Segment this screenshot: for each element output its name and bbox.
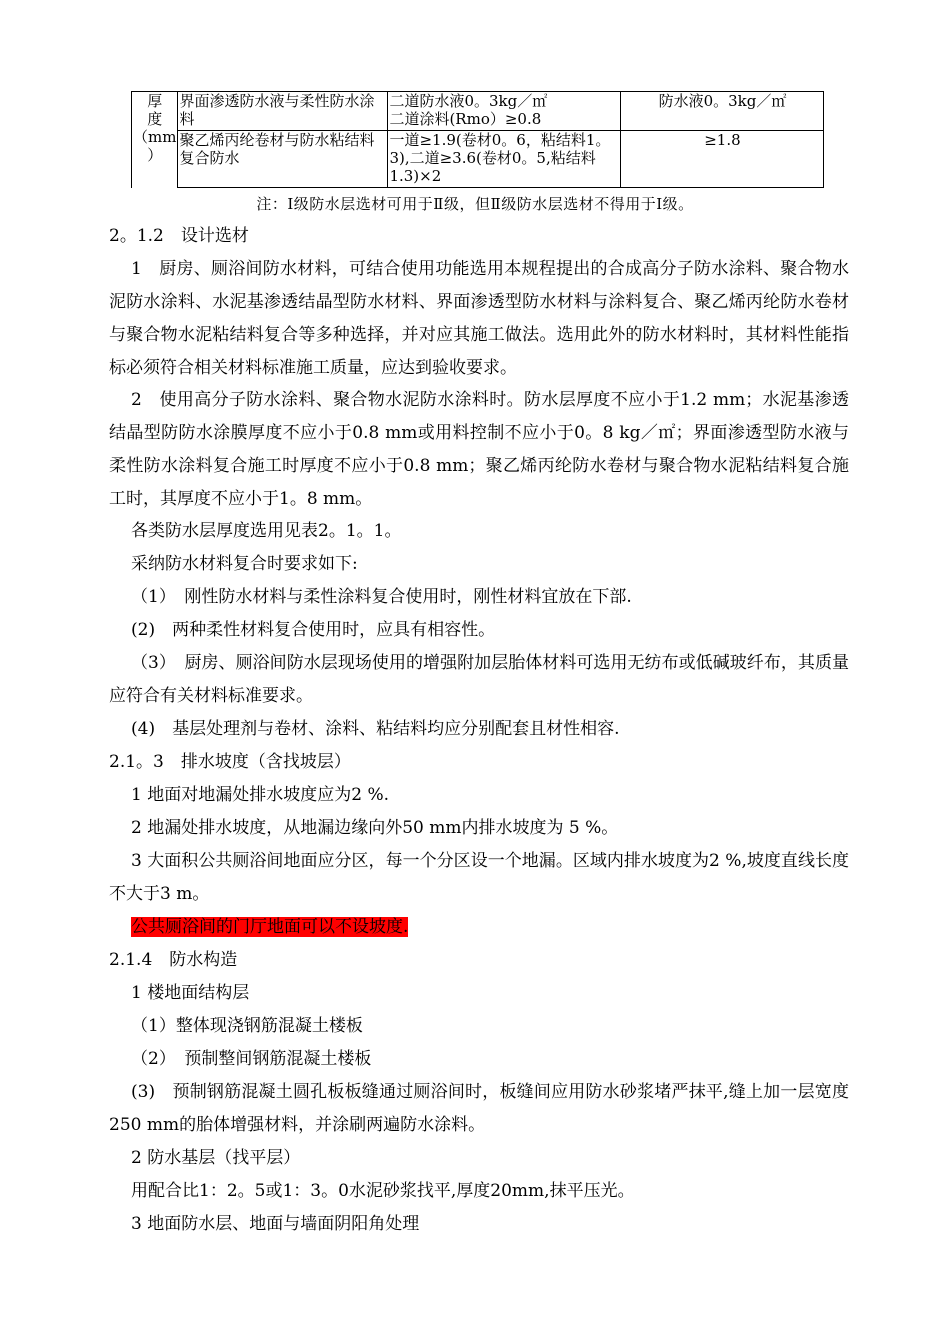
paragraph-thickness-requirements: 2 使用高分子防水涂料、聚合物水泥防水涂料时。防水层厚度不应小于1.2 mm；水泥基渗透结晶型防防水涂膜厚度不应小于0.8 mm或用料控制不应小于0。8 kg／㎡；界面渗透型防水液与柔性防水涂料复合施工时厚度不应小于0.8 mm；聚乙烯丙纶防水卷材与聚合物水泥粘结料复合施工时，其厚度不应小于1。8 mm。 [109, 390, 849, 509]
section-heading-design-materials: 2。1.2 设计选材 [109, 226, 249, 246]
list-item-reinforcement: （3） 厨房、厕浴间防水层现场使用的增强附加层胎体材料可选用无纺布或低碱玻纤布，其质量应符合有关材料标准要求。 [109, 653, 849, 706]
table-cell-level2: ≥1.8 [621, 131, 824, 188]
table-cell-material: 聚乙烯丙纶卷材与防水粘结料复合防水 [178, 131, 388, 188]
paragraph-material-selection: 1 厨房、厕浴间防水材料，可结合使用功能选用本规程提出的合成高分子防水涂料、聚合物水泥防水涂料、水泥基渗透结晶型防水材料、界面渗透型防水材料与涂料复合、聚乙烯丙纶防水卷材与聚合物水泥粘结料复合等多种选择，并对应其施工做法。选用此外的防水材料时，其材料性能指标必须符合相关材料标准施工质量，应达到验收要求。 [109, 259, 849, 378]
table-cell-level1: 二道防水液0。3kg／㎡ 二道涂料(Rmo）≥0.8 [388, 92, 621, 131]
paragraph-composite-intro: 采纳防水材料复合时要求如下: [131, 554, 358, 574]
paragraph-structural-layer: 1 楼地面结构层 [131, 983, 250, 1003]
table-note: 注：Ⅰ级防水层选材可用于Ⅱ级，但Ⅱ级防水层选材不得用于Ⅰ级。 [256, 195, 694, 213]
table-cell-level1: 一道≥1.9(卷材0。6，粘结料1。3),二道≥3.6(卷材0。5,粘结料1.3)×2 [388, 131, 621, 188]
thickness-table [131, 91, 824, 188]
table-cell-level2: 防水液0。3kg／㎡ [621, 92, 824, 131]
table-cell-material: 界面渗透防水液与柔性防水涂料 [178, 92, 388, 131]
paragraph-base-layer: 2 防水基层（找平层） [131, 1148, 301, 1168]
highlight-text: 公共厕浴间的门厅地面可以不设坡度. [131, 917, 409, 937]
list-item-precast-slab: （2） 预制整间钢筋混凝土楼板 [131, 1049, 372, 1069]
paragraph-slope-drain: 2 地漏处排水坡度，从地漏边缘向外50 mm内排水坡度为 5 %。 [131, 818, 619, 838]
paragraph-corner-treatment: 3 地面防水层、地面与墙面阴阳角处理 [131, 1214, 420, 1234]
paragraph-slope-floor: 1 地面对地漏处排水坡度应为2 %. [131, 785, 389, 805]
list-item-primer: (4) 基层处理剂与卷材、涂料、粘结料均应分别配套且材性相容. [131, 719, 620, 739]
list-item-hollow-slab: (3) 预制钢筋混凝土圆孔板板缝通过厕浴间时，板缝间应用防水砂浆堵严抹平,缝上加一层宽度250 mm的胎体增强材料，并涂刷两遍防水涂料。 [109, 1082, 849, 1135]
list-item-rigid-flexible: （1） 刚性防水材料与柔性涂料复合使用时，刚性材料宜放在下部. [131, 587, 632, 607]
paragraph-slope-zones: 3 大面积公共厕浴间地面应分区，每一个分区设一个地漏。区域内排水坡度为2 %,坡度直线长度不大于3 m。 [109, 851, 849, 904]
paragraph-mortar-ratio: 用配合比1：2。5或1：3。0水泥砂浆找平,厚度20mm,抹平压光。 [131, 1181, 635, 1201]
section-heading-drainage-slope: 2.1。3 排水坡度（含找坡层） [109, 752, 351, 772]
paragraph-table-reference: 各类防水层厚度选用见表2。1。1。 [131, 521, 402, 541]
list-item-cast-slab: （1）整体现浇钢筋混凝土楼板 [131, 1016, 363, 1036]
thickness-side-label: 厚 度 （mm ） [132, 92, 178, 188]
list-item-compatibility: (2) 两种柔性材料复合使用时，应具有相容性。 [131, 620, 496, 640]
section-heading-waterproof-structure: 2.1.4 防水构造 [109, 950, 238, 970]
highlighted-note [109, 911, 849, 944]
